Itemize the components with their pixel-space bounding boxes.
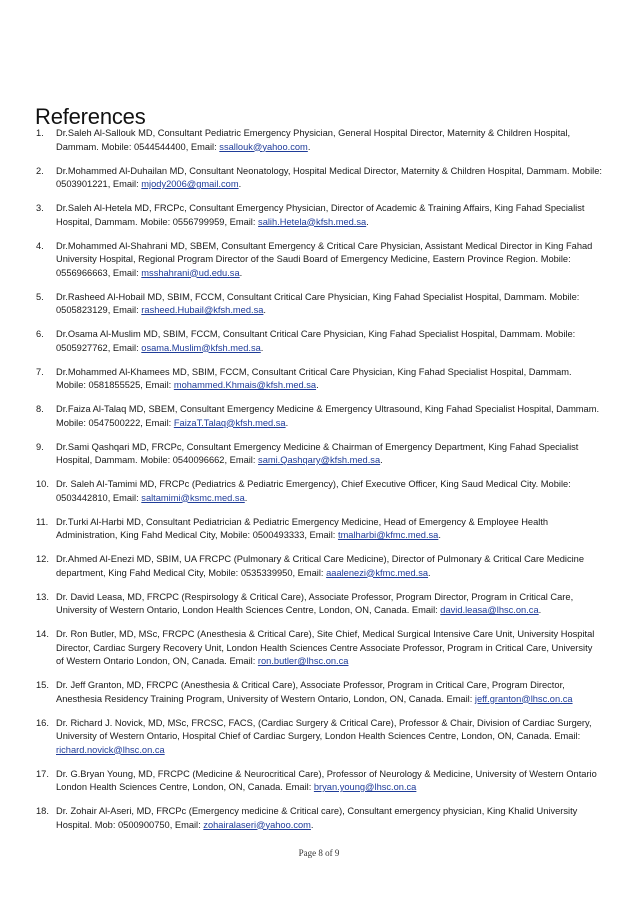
reference-item <box>36 628 602 669</box>
reference-item <box>36 202 602 229</box>
reference-tail: . <box>244 492 248 503</box>
reference-tail: . <box>260 342 264 353</box>
reference-number: 13. <box>36 591 49 602</box>
email-link[interactable]: jeff.granton@lhsc.on.ca <box>474 693 573 704</box>
reference-number: 17. <box>36 768 49 779</box>
reference-number: 6. <box>36 329 44 339</box>
email-link[interactable]: msshahrani@ud.edu.sa <box>141 267 240 278</box>
reference-text: Dr.Faiza Al-Talaq MD, SBEM, Consultant Emergency Medicine & Emergency Ultrasound, King Fahad Specialist Hospital, Dammam. Mobile: 0547500222, Email: <box>56 404 600 428</box>
email-link[interactable]: aaalenezi@kfmc.med.sa <box>326 567 429 578</box>
reference-tail: . <box>239 267 243 278</box>
email-link[interactable]: bryan.young@lhsc.on.ca <box>313 782 417 792</box>
email-link[interactable]: tmalharbi@kfmc.med.sa <box>337 530 439 540</box>
reference-tail: . <box>380 455 383 465</box>
reference-tail: . <box>428 567 431 578</box>
reference-number: 14. <box>36 629 49 639</box>
reference-text: Dr.Rasheed Al-Hobail MD, SBIM, FCCM, Consultant Critical Care Physician, King Fahad Specialist Hospital, Dammam. Mobile: 0505823129, Email: <box>56 291 580 315</box>
email-link[interactable]: rasheed.Hubail@kfsh.med.sa <box>141 305 264 315</box>
reference-text: Dr. G.Bryan Young, MD, FRCPC (Medicine & Neurocritical Care), Professor of Neurology & Medicine, University of Western Ontario London Health Sciences Centre, London, ON, Canada. Email: <box>56 768 597 792</box>
reference-text: Dr.Ahmed Al-Enezi MD, SBIM, UA FRCPC (Pulmonary & Critical Care Medicine), Director of Pulmonary & Critical Care Medicine department, King Fahd Medical City, Mobile: 0535339950, Email: <box>56 554 585 578</box>
reference-text: Dr.Saleh Al-Hetela MD, FRCPc, Consultant Emergency Physician, Director of Academic & Training Affairs, King Fahad Specialist Hospital, Dammam. Mobile: 0556799959, Email: <box>56 203 585 227</box>
page-title: References <box>35 104 146 129</box>
reference-tail: . <box>538 605 542 615</box>
reference-number: 11. <box>36 516 49 527</box>
reference-tail: . <box>263 305 266 315</box>
reference-number: 12. <box>36 554 49 564</box>
reference-tail: . <box>316 380 319 390</box>
reference-number: 4. <box>36 240 44 251</box>
reference-text: Dr.Osama Al-Muslim MD, SBIM, FCCM, Consultant Critical Care Physician, King Fahad Specialist Hospital, Dammam. Mobile: 0505927762, Email: <box>56 329 576 353</box>
reference-text: Dr.Sami Qashqari MD, FRCPc, Consultant Emergency Medicine & Chairman of Emergency Department, King Fahad Specialist Hospital, Dammam. Mobile: 0540096662, Email: <box>56 441 579 465</box>
reference-text: Dr.Mohammed Al-Shahrani MD, SBEM, Consultant Emergency & Critical Care Physician, Assistant Medical Director in King Fahad University Hospital, Regional Program Director of the Saudi Board of Emergency Medicine, Eastern Province Region. Mobile: 0556966663, Email: <box>56 240 593 278</box>
email-link[interactable]: mohammed.Khmais@kfsh.med.sa <box>173 380 317 390</box>
reference-item <box>36 441 602 468</box>
reference-number: 16. <box>36 717 49 728</box>
reference-number: 7. <box>36 366 44 377</box>
reference-number: 9. <box>36 441 44 452</box>
reference-item <box>36 478 602 505</box>
page-number: Page 8 of 9 <box>298 848 340 858</box>
reference-text: Dr.Mohammed Al-Khamees MD, SBIM, FCCM, Consultant Critical Care Physician, King Fahad Specialist Hospital, Dammam. Mobile: 0581855525, Email: <box>56 366 572 390</box>
reference-item <box>36 679 602 706</box>
email-link[interactable]: ron.butler@lhsc.on.ca <box>257 656 349 666</box>
reference-number: 5. <box>36 291 44 302</box>
reference-item <box>36 516 602 543</box>
email-link[interactable]: salih.Hetela@kfsh.med.sa <box>258 216 367 227</box>
reference-tail: . <box>285 417 289 428</box>
reference-item <box>36 591 602 618</box>
reference-text: Dr.Saleh Al-Sallouk MD, Consultant Pediatric Emergency Physician, General Hospital Director, Maternity & Children Hospital, Dammam. Mobile: 0544544400, Email: <box>56 128 571 152</box>
reference-number: 3. <box>36 203 44 213</box>
reference-tail: . <box>310 819 314 830</box>
email-link[interactable]: zohairalaseri@yahoo.com <box>203 819 311 830</box>
email-link[interactable]: ssallouk@yahoo.com <box>219 141 308 152</box>
reference-number: 8. <box>36 404 44 414</box>
reference-item <box>36 291 602 318</box>
email-link[interactable]: osama.Muslim@kfsh.med.sa <box>141 342 261 353</box>
reference-number: 18. <box>36 806 49 816</box>
reference-text: Dr. Jeff Granton, MD, FRCPC (Anesthesia & Critical Care), Associate Professor, Program in Critical Care, Program Director, Anesthesia Residency Training Program, University of Western Ontario, London, ON, Canada. Email: <box>56 680 565 704</box>
reference-item <box>36 165 602 192</box>
reference-item <box>36 366 602 393</box>
email-link[interactable]: sami.Qashqary@kfsh.med.sa <box>258 455 381 465</box>
reference-text: Dr.Mohammed Al-Duhailan MD, Consultant Neonatology, Hospital Medical Director, Maternity & Children Hospital, Dammam. Mobile: 0503901221, Email: <box>56 165 602 189</box>
reference-item <box>36 717 602 758</box>
reference-text: Dr. Ron Butler, MD, MSc, FRCPC (Anesthesia & Critical Care), Site Chief, Medical Surgical Intensive Care Unit, University Hospital Director, Cardiac Surgery Recovery Unit, London Health Sciences Centre Associate Professor, Program in Critical Care, University of Western Ontario London, ON, Canada. Email: <box>56 629 595 666</box>
email-link[interactable]: david.leasa@lhsc.on.ca <box>440 605 539 615</box>
reference-text: Dr. David Leasa, MD, FRCPC (Respirsology & Critical Care), Associate Professor, Program Director, Program in Critical Care, University of Western Ontario, London Health Sciences Centre, London, ON, Canada. Email: <box>56 591 574 615</box>
reference-item <box>36 403 602 430</box>
reference-text: Dr. Richard J. Novick, MD, MSc, FRCSC, FACS, (Cardiac Surgery & Critical Care), Professor & Chair, Division of Cardiac Surgery, University of Western Ontario, Hospital Chief of Cardiac Surgery, London Health Sciences Centre, London, ON, Canada. Email: <box>56 717 592 741</box>
reference-item <box>36 805 602 832</box>
reference-tail: . <box>366 216 369 227</box>
reference-item <box>36 240 602 281</box>
reference-number: 1. <box>36 128 44 138</box>
reference-tail: . <box>438 530 441 540</box>
reference-number: 2. <box>36 165 44 176</box>
reference-text: Dr.Turki Al-Harbi MD, Consultant Pediatrician & Pediatric Emergency Medicine, Head of Emergency & Employee Health Administration, King Fahd Medical City, Mobile: 0500493333, Email: <box>56 516 549 540</box>
reference-item <box>36 553 602 580</box>
reference-item <box>36 768 602 795</box>
reference-list <box>36 127 602 843</box>
reference-item <box>36 328 602 355</box>
reference-number: 15. <box>36 680 49 690</box>
reference-item <box>36 127 602 154</box>
reference-text: Dr. Saleh Al-Tamimi MD, FRCPc (Pediatrics & Pediatric Emergency), Chief Executive Officer, King Saud Medical City. Mobile: 0503442810, Email: <box>56 479 571 503</box>
email-link[interactable]: mjody2006@gmail.com <box>141 179 239 189</box>
email-link[interactable]: saltamimi@ksmc.med.sa <box>141 492 245 503</box>
reference-tail: . <box>307 141 311 152</box>
reference-text: Dr. Zohair Al-Aseri, MD, FRCPc (Emergency medicine & Critical care), Consultant emergency physician, King Khalid University Hospital. Mob: 0500900750, Email: <box>56 806 578 830</box>
email-link[interactable]: FaizaT.Talaq@kfsh.med.sa <box>173 417 286 428</box>
reference-number: 10. <box>36 479 49 489</box>
email-link[interactable]: richard.novick@lhsc.on.ca <box>56 744 165 755</box>
reference-tail: . <box>238 179 242 189</box>
